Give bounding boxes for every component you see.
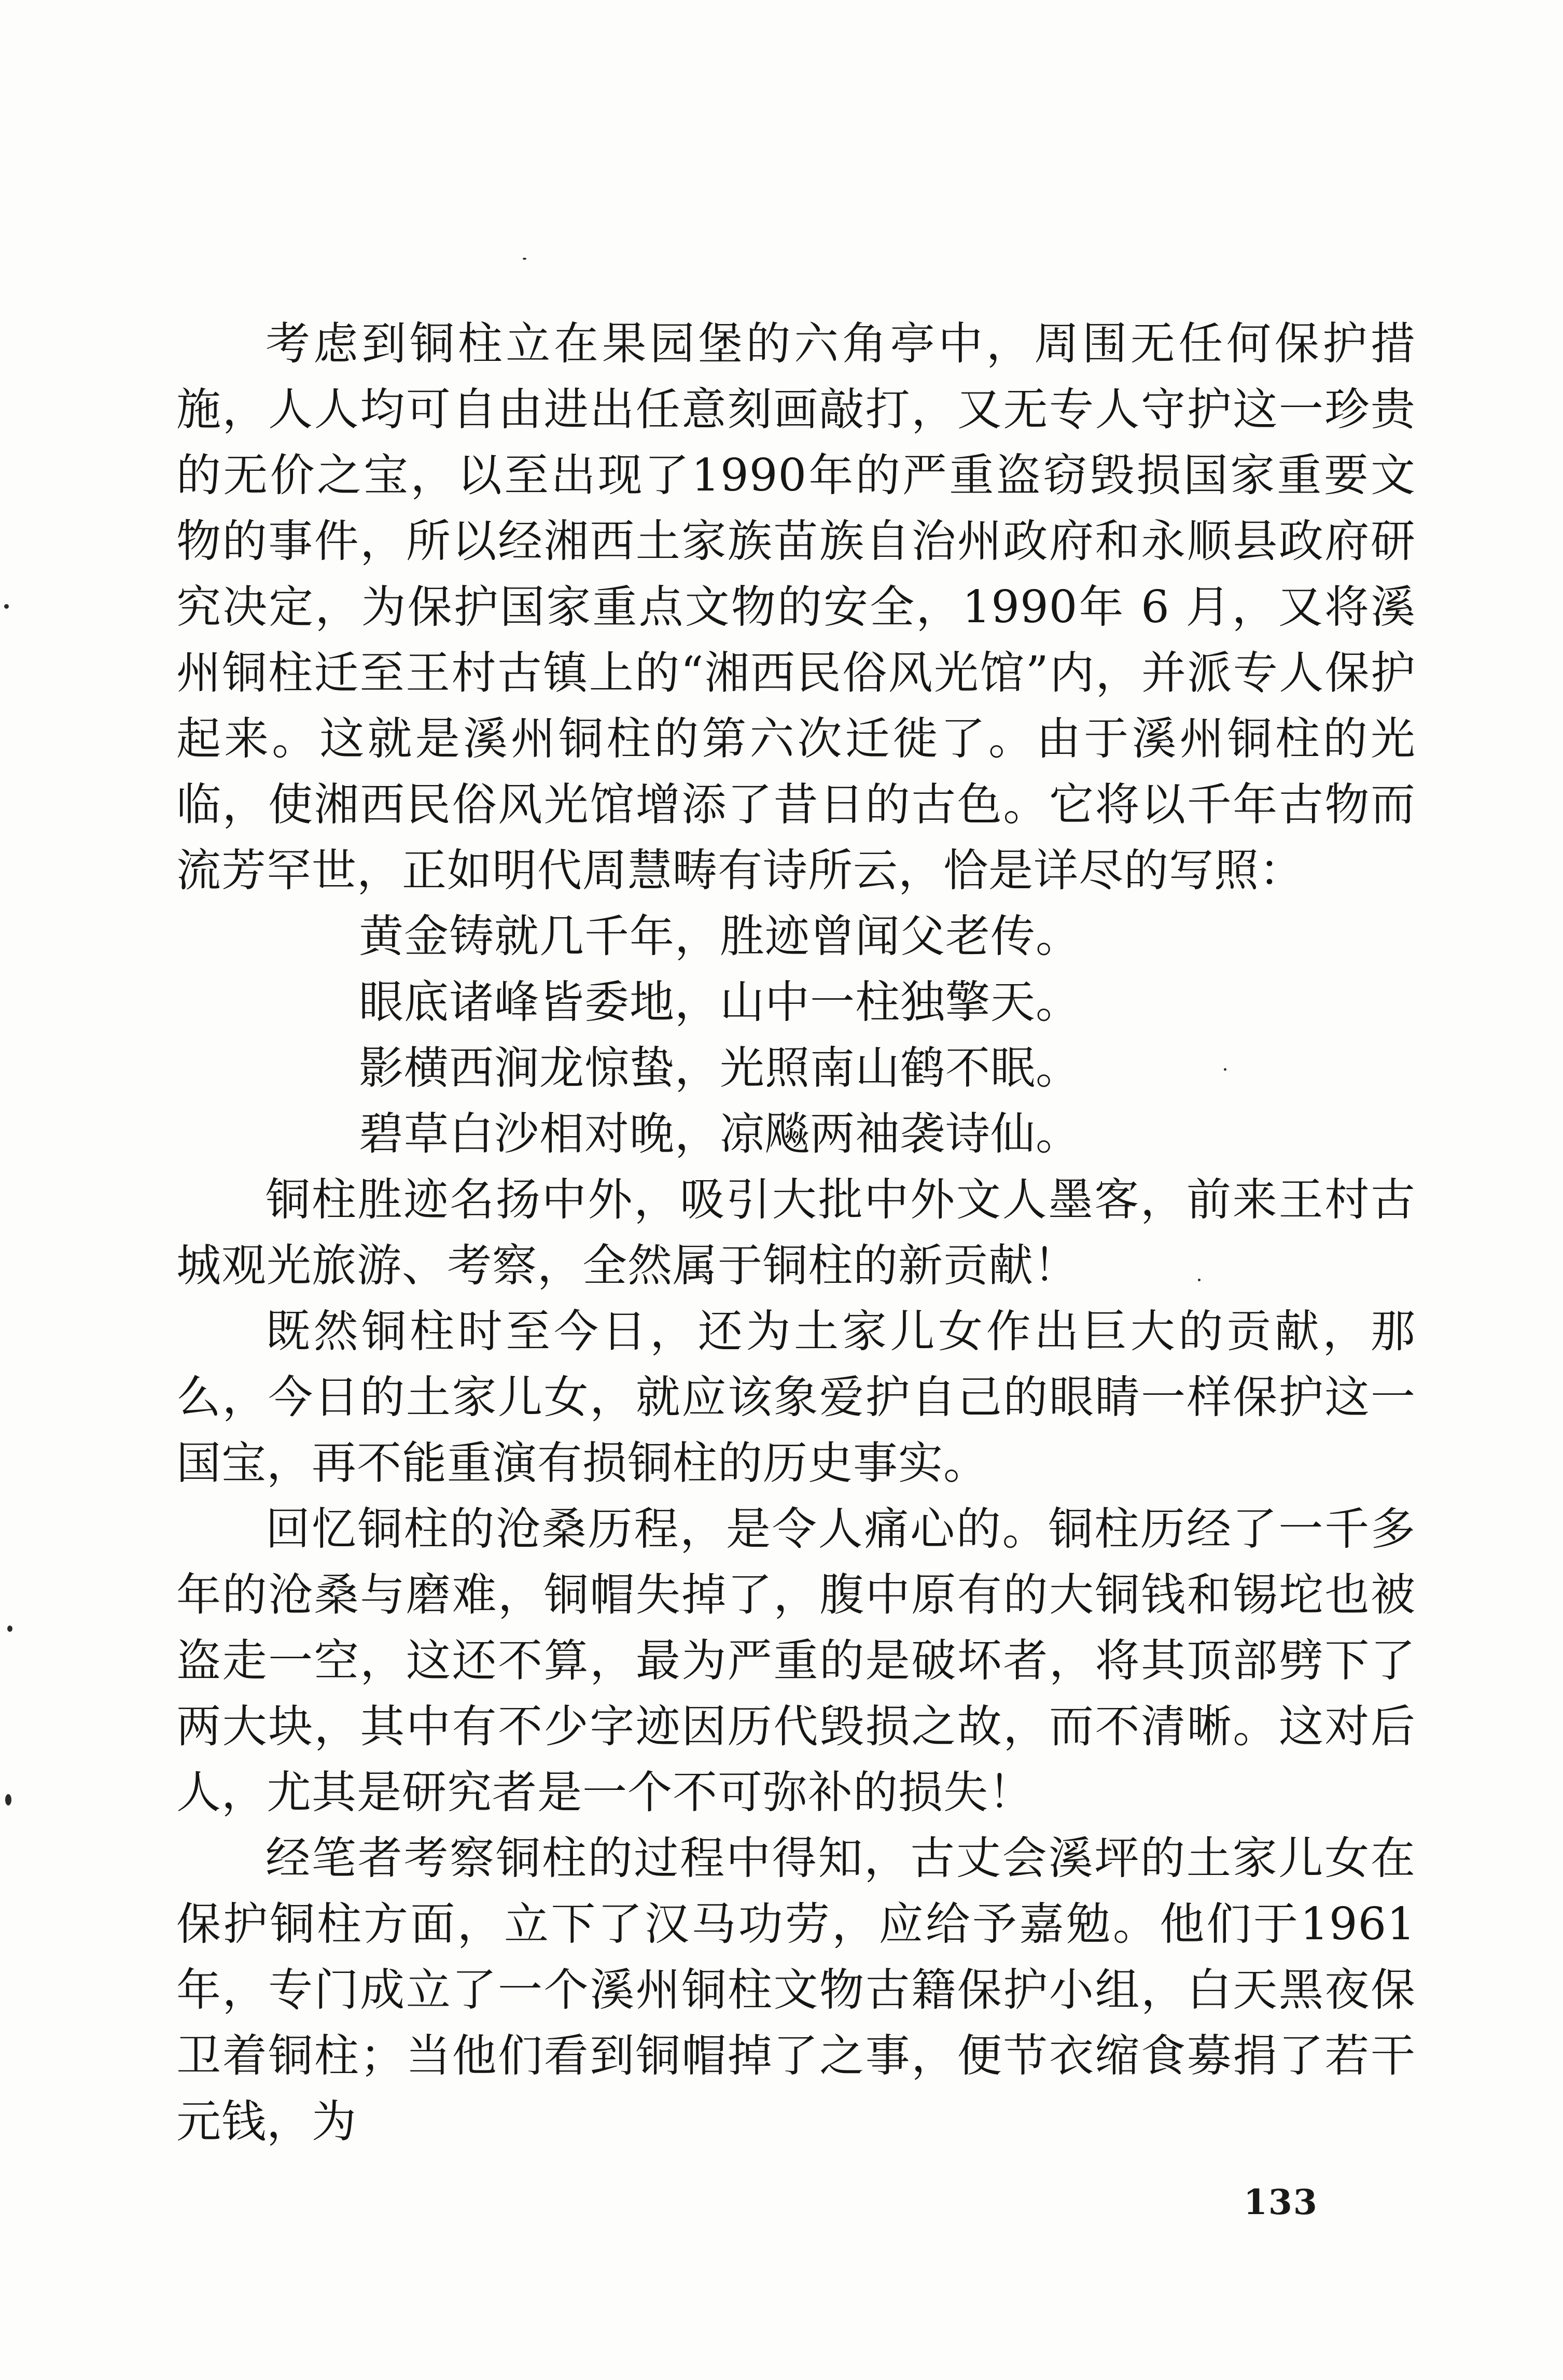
poem <box>176 904 1416 1167</box>
poem-line-1: 黄金铸就几千年，胜迹曾闻父老传。 <box>359 911 1081 962</box>
ink-speck <box>5 1794 11 1805</box>
ink-speck <box>4 604 9 609</box>
paragraph-2: 铜柱胜迹名扬中外，吸引大批中外文人墨客，前来王村古城观光旅游、考察，全然属于铜柱的新贡献！ <box>176 1174 1416 1292</box>
paragraph-3: 既然铜柱时至今日，还为土家儿女作出巨大的贡献，那么，今日的土家儿女，就应该象爱护自己的眼睛一样保护这一国宝，再不能重演有损铜柱的历史事实。 <box>176 1306 1416 1489</box>
paragraph-4: 回忆铜柱的沧桑历程，是令人痛心的。铜柱历经了一千多年的沧桑与磨难，铜帽失掉了，腹中原有的大铜钱和锡坨也被盗走一空，这还不算，最为严重的是破坏者，将其顶部劈下了两大块，其中有不少字迹因历代毁损之故，而不清晰。这对后人，尤其是研究者是一个不可弥补的损失！ <box>176 1503 1416 1818</box>
body-text <box>176 311 1416 2155</box>
poem-line-4: 碧草白沙相对晚，凉飚两袖袭诗仙。 <box>359 1108 1081 1160</box>
poem-line-2: 眼底诸峰皆委地，山中一柱独擎天。 <box>359 976 1081 1028</box>
page-number: 133 <box>1244 2182 1318 2222</box>
ink-speck <box>7 1626 12 1632</box>
ink-speck <box>523 258 526 260</box>
paragraph-5: 经笔者考察铜柱的过程中得知，古丈会溪坪的土家儿女在保护铜柱方面，立下了汉马功劳，应给予嘉勉。他们于1961年，专门成立了一个溪州铜柱文物古籍保护小组，白天黑夜保卫着铜柱；当他们看到铜帽掉了之事，便节衣缩食募捐了若干元钱，为 <box>176 1832 1416 2148</box>
poem-line-3: 影横西涧龙惊蛰，光照南山鹤不眠。 <box>359 1042 1081 1094</box>
paragraph-1: 考虑到铜柱立在果园堡的六角亭中，周围无任何保护措施，人人均可自由进出任意刻画敲打，又无专人守护这一珍贵的无价之宝，以至出现了1990年的严重盗窃毁损国家重要文物的事件，所以经湘西土家族苗族自治州政府和永顺县政府研究决定，为保护国家重点文物的安全，1990年 6 月，又将溪州铜柱迁至王村古镇上的“湘西民俗风光馆”内，并派专人保护起来。这就是溪州铜柱的第六次迁徙了。由于溪州铜柱的光临，使湘西民俗风光馆增添了昔日的古色。它将以千年古物而流芳罕世，正如明代周慧畴有诗所云，恰是详尽的写照： <box>176 318 1416 897</box>
